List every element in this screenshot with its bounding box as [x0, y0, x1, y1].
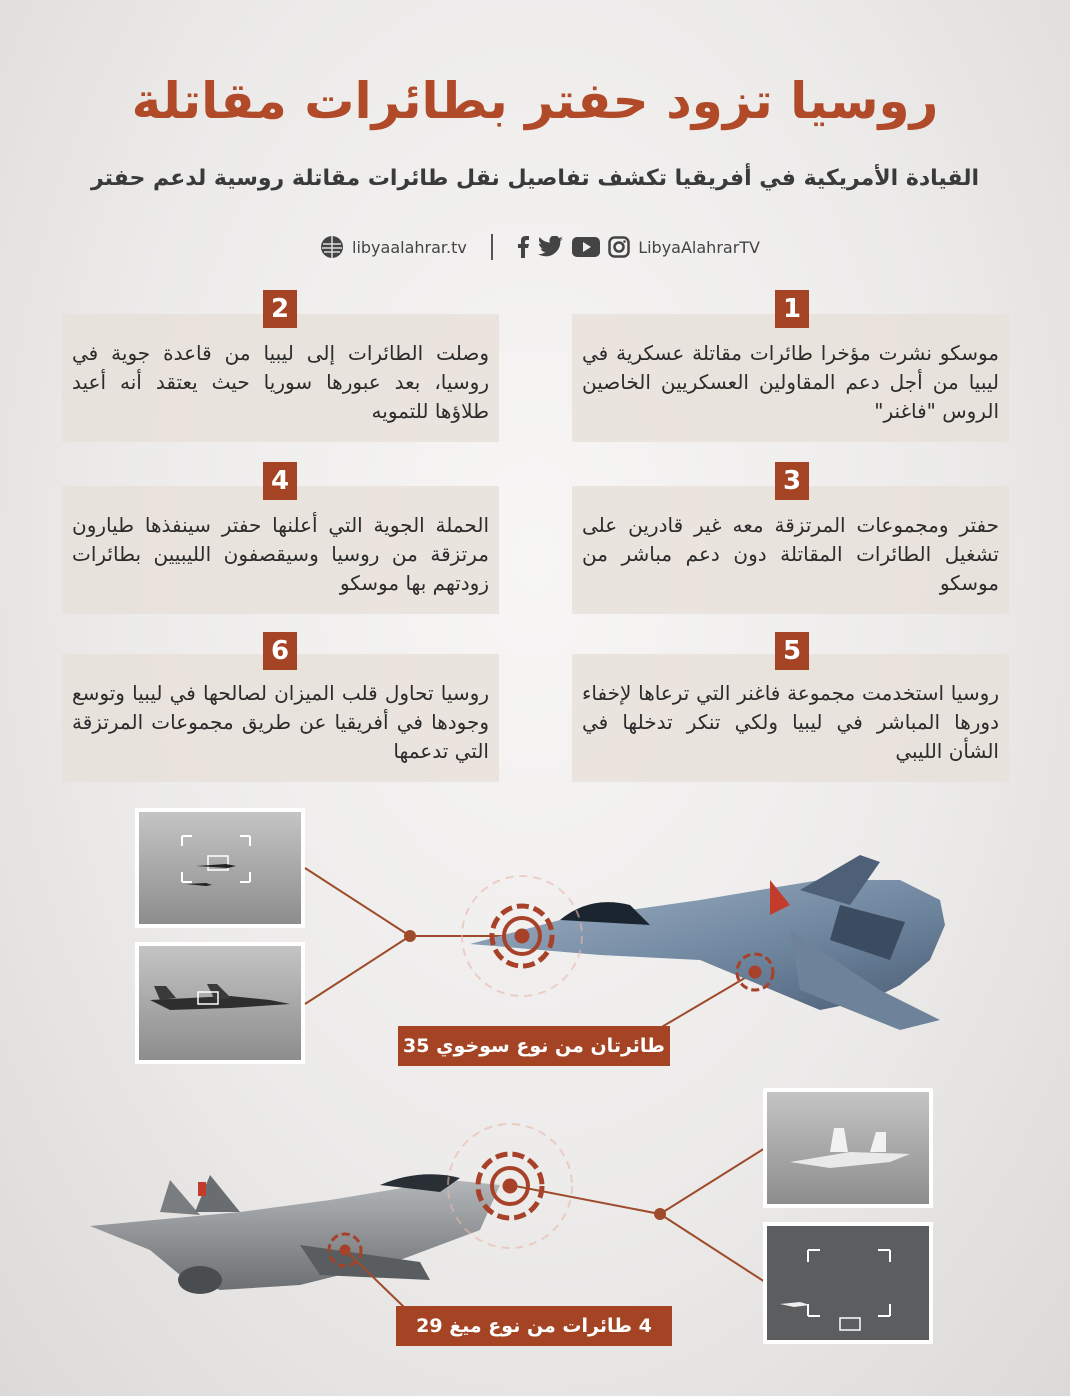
point-text-1: موسكو نشرت مؤخرا طائرات مقاتلة عسكرية في ليبيا من أجل دعم المقاولين العسكريين الخاصين الروس "فاغنر" — [582, 341, 999, 423]
point-text-3: حفتر ومجموعات المرتزقة معه غير قادرين على تشغيل الطائرات المقاتلة دون دعم مباشر من موسكو — [582, 513, 999, 595]
su35-jet-image — [470, 855, 945, 1030]
point-number-4: 4 — [263, 462, 297, 500]
point-number-1: 1 — [775, 290, 809, 328]
connector-node — [654, 1208, 666, 1220]
website-text: libyaalahrar.tv — [352, 237, 467, 257]
connector-node — [404, 930, 416, 942]
point-text-2: وصلت الطائرات إلى ليبيا من قاعدة جوية في روسيا، بعد عبورها سوريا حيث يعتقد أنه أعيد طلاؤها للتمويه — [72, 341, 489, 423]
page-title: روسيا تزود حفتر بطائرات مقاتلة — [131, 72, 939, 130]
mig29-photo-2 — [763, 1222, 933, 1344]
page-subtitle: القيادة الأمريكية في أفريقيا تكشف تفاصيل نقل طائرات مقاتلة روسية لدعم حفتر — [90, 166, 980, 191]
point-number-2: 2 — [263, 290, 297, 328]
point-number-5: 5 — [775, 632, 809, 670]
mig29-label: 4 طائرات من نوع ميغ 29 — [396, 1306, 672, 1346]
su35-photo-2 — [135, 942, 305, 1064]
su35-label: طائرتان من نوع سوخوي 35 — [398, 1026, 670, 1066]
social-handle: LibyaAlahrarTV — [638, 237, 760, 257]
point-text-4: الحملة الجوية التي أعلنها حفتر سينفذها طيارون مرتزقة من روسيا وسيقصفون الليبيين بطائرات زودتهم بها موسكو — [72, 513, 489, 595]
su35-photo-1 — [135, 808, 305, 928]
mig29-photo-1 — [763, 1088, 933, 1208]
point-number-6: 6 — [263, 632, 297, 670]
mig29-jet-image — [90, 1174, 500, 1294]
point-number-3: 3 — [775, 462, 809, 500]
point-text-6: روسيا تحاول قلب الميزان لصالحها في ليبيا وتوسع وجودها في أفريقيا عن طريق مجموعات المرتزقة التي تدعمها — [72, 681, 489, 763]
point-text-5: روسيا استخدمت مجموعة فاغنر التي ترعاها لإخفاء دورها المباشر في ليبيا ولكي تنكر تدخلها في الشأن الليبي — [582, 681, 999, 763]
